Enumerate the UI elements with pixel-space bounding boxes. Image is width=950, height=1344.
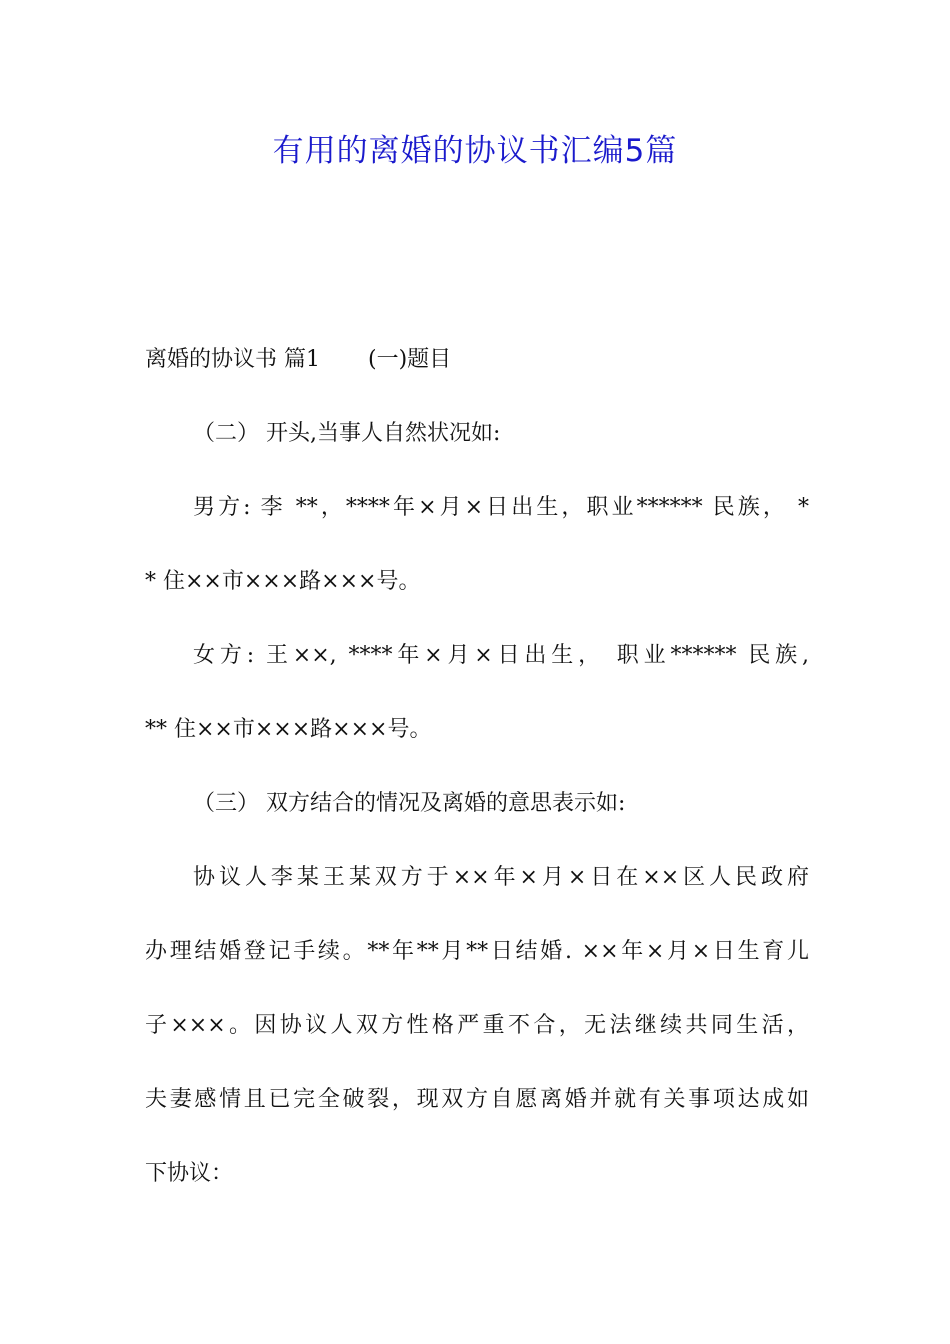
document-title: 有用的离婚的协议书汇编5篇 xyxy=(272,133,678,169)
section-heading-item: (一)题目 xyxy=(368,347,452,372)
paragraph-line: （二） 开头,当事人自然状况如: xyxy=(193,421,501,446)
section-heading xyxy=(145,344,451,376)
paragraph-line: 男方: 李 **，****年×月×日出生，职业****** 民族， * xyxy=(193,495,809,520)
paragraph-line: 协议人李某王某双方于××年×月×日在××区人民政府 xyxy=(193,865,809,890)
paragraph-line: 子×××。因协议人双方性格严重不合，无法继续共同生活， xyxy=(145,1013,809,1038)
paragraph-line: ** 住××市×××路×××号。 xyxy=(145,717,432,742)
paragraph-line: 办理结婚登记手续。**年**月**日结婚. ××年×月×日生育儿 xyxy=(145,939,809,964)
section-heading-label: 离婚的协议书 篇1 xyxy=(145,347,320,372)
paragraph-line: * 住××市×××路×××号。 xyxy=(145,569,421,594)
paragraph-line: （三） 双方结合的情况及离婚的意思表示如: xyxy=(193,791,626,816)
paragraph-line: 女方: 王××, ****年×月×日出生， 职业****** 民族, xyxy=(193,643,809,668)
paragraph-line: 下协议： xyxy=(145,1161,234,1186)
paragraph-line: 夫妻感情且已完全破裂，现双方自愿离婚并就有关事项达成如 xyxy=(145,1087,809,1112)
